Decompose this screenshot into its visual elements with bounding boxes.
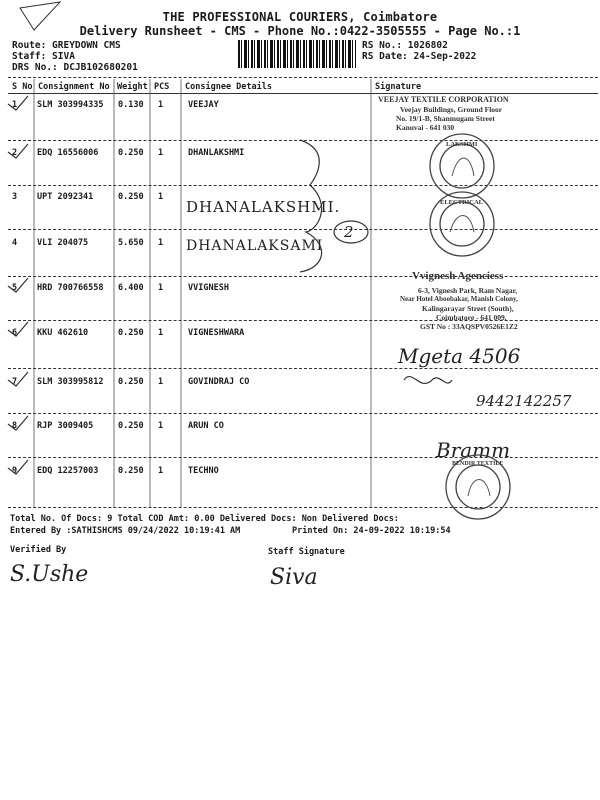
handwritten-name-row3: DHANALAKSHMI. (186, 198, 341, 216)
seal-lakshmi-text: LAKSHMI (446, 141, 478, 148)
cell-pcs: 1 (158, 100, 164, 110)
cell-weight: 0.130 (118, 100, 144, 110)
cell-pcs: 1 (158, 283, 164, 293)
cell-sno: 8 (12, 421, 18, 431)
cell-pcs: 1 (158, 238, 164, 248)
col-header-pcs: PCS (154, 82, 170, 92)
cell-consignment: VLI 204075 (37, 238, 89, 248)
cell-weight: 5.650 (118, 238, 144, 248)
drs-number: DRS No.: DCJB102680201 (12, 62, 138, 73)
cell-weight: 0.250 (118, 466, 144, 476)
seal-textile-text: BENDIR TEXTILE (452, 461, 504, 467)
totals-line: Total No. Of Docs: 9 Total COD Amt: 0.00 Delivered Docs: Non Delivered Docs: (10, 514, 399, 524)
runsheet-subtitle: Delivery Runsheet - CMS - Phone No.:0422-3505555 - Page No.:1 (79, 24, 521, 38)
cell-consignment: EDQ 16556006 (37, 148, 99, 158)
cell-pcs: 1 (158, 377, 164, 387)
staff-signature-label: Staff Signature (268, 547, 345, 557)
entered-by: Entered By :SATHISHCMS 09/24/2022 10:19:41 AM (10, 526, 241, 536)
delivery-runsheet: THE PROFESSIONAL COURIERS, Coimbatore Delivery Runsheet - CMS - Phone No.:0422-3505555 - Page No.:1 Route: GREYDOWN CMS Staff: SIVA DRS No.: DCJB102680201 RS No.: 1026802 RS Date: 24-Sep-2022 S No Consignment No Weight PCS Consignee Details Signature 1 SLM 303994335 0.130 1 VEEJAY 2 EDQ 16556006 0.250 1 DHANLAKSHMI 3 UPT 2092341 0.250 1 4 VLI 204075 5.650 1 5 HRD 700766558 6.400 1 VVIGNESH 6 KKU 462610 0.250 1 VIGNESHWARA 7 SLM 303995812 0.250 1 GOVINDRAJ CO 8 RJP 3009405 0.250 1 ARUN CO 9 EDQ 12257003 0.250 1 TECHNO Total No. Of Docs: 9 Total COD Amt: 0.00 Delivered Docs: Non Delivered Docs: Entered By :SATHISHCMS 09/24/2022 10:19:41 AM Printed On: 24-09-2022 10:19:54 Verified By Staff Signature DHANALAKSHMI. DHANALAKSAMI 2 Mgeta 4506 9442142257 Bramm S.Ushe Siva VEEJAY TEXTILE CORPORATION Veejay Buildings, Ground Floor No. 19/1-B, Shanmugam Street Kanuvai - 641 030 LAKSHMI ELECTRICAL BENDIR TEXTILE Vvignesh Agenciess 6-3, Vignesh Park, Ram Nagar, Near Hotel Aboobakar, Manish Colony, Kalingarayar Street (South), Coimbatore - 641 009. GST No : 33AQSPV0526E1Z2 (0, 0, 600, 800)
cell-consignee: GOVINDRAJ CO (188, 377, 250, 387)
col-header-consignment: Consignment No (38, 82, 110, 92)
cell-pcs: 1 (158, 466, 164, 476)
cell-weight: 0.250 (118, 328, 144, 338)
cell-sno: 1 (12, 100, 18, 110)
seal-electrical-text: ELECTRICAL (440, 199, 483, 206)
cell-consignee: VEEJAY (188, 100, 219, 110)
col-header-signature: Signature (375, 82, 422, 92)
route-label: Route: GREYDOWN CMS (12, 40, 121, 51)
handwritten-signature-row6: Mgeta 4506 (398, 344, 521, 368)
cell-consignment: UPT 2092341 (37, 192, 94, 202)
handwritten-circled-number: 2 (344, 223, 354, 241)
staff-signature: Siva (270, 565, 318, 590)
cell-pcs: 1 (158, 328, 164, 338)
cell-consignee: VVIGNESH (188, 283, 229, 293)
cell-sno: 7 (12, 377, 18, 387)
handwritten-signature-row8: Bramm (436, 438, 511, 462)
col-header-consignee: Consignee Details (185, 82, 272, 92)
cell-consignment: SLM 303994335 (37, 100, 104, 110)
cell-weight: 6.400 (118, 283, 144, 293)
handwritten-phone-row7: 9442142257 (476, 392, 572, 410)
cell-consignment: HRD 700766558 (37, 283, 104, 293)
cell-weight: 0.250 (118, 148, 144, 158)
cell-weight: 0.250 (118, 421, 144, 431)
cell-sno: 5 (12, 283, 18, 293)
cell-consignee: VIGNESHWARA (188, 328, 245, 338)
cell-sno: 3 (12, 192, 18, 202)
handwritten-name-row4: DHANALAKSAMI (186, 238, 324, 254)
col-header-weight: Weight (117, 82, 148, 92)
staff-label: Staff: SIVA (12, 51, 75, 62)
cell-sno: 2 (12, 148, 18, 158)
company-title: THE PROFESSIONAL COURIERS, Coimbatore (162, 10, 438, 24)
cell-consignment: SLM 303995812 (37, 377, 104, 387)
printed-on: Printed On: 24-09-2022 10:19:54 (292, 526, 451, 536)
cell-weight: 0.250 (118, 192, 144, 202)
cell-pcs: 1 (158, 421, 164, 431)
cell-consignment: KKU 462610 (37, 328, 89, 338)
cell-pcs: 1 (158, 192, 164, 202)
cell-consignee: ARUN CO (188, 421, 224, 431)
cell-pcs: 1 (158, 148, 164, 158)
cell-consignee: TECHNO (188, 466, 219, 476)
col-header-sno: S No (12, 82, 33, 92)
cell-sno: 4 (12, 238, 18, 248)
cell-consignment: RJP 3009405 (37, 421, 94, 431)
verified-by-label: Verified By (10, 545, 67, 555)
cell-weight: 0.250 (118, 377, 144, 387)
cell-consignment: EDQ 12257003 (37, 466, 99, 476)
rs-date: RS Date: 24-Sep-2022 (362, 51, 477, 62)
cell-sno: 6 (12, 328, 18, 338)
verifier-signature: S.Ushe (10, 562, 89, 587)
rs-number: RS No.: 1026802 (362, 40, 448, 51)
cell-sno: 9 (12, 466, 18, 476)
cell-consignee: DHANLAKSHMI (188, 148, 245, 158)
